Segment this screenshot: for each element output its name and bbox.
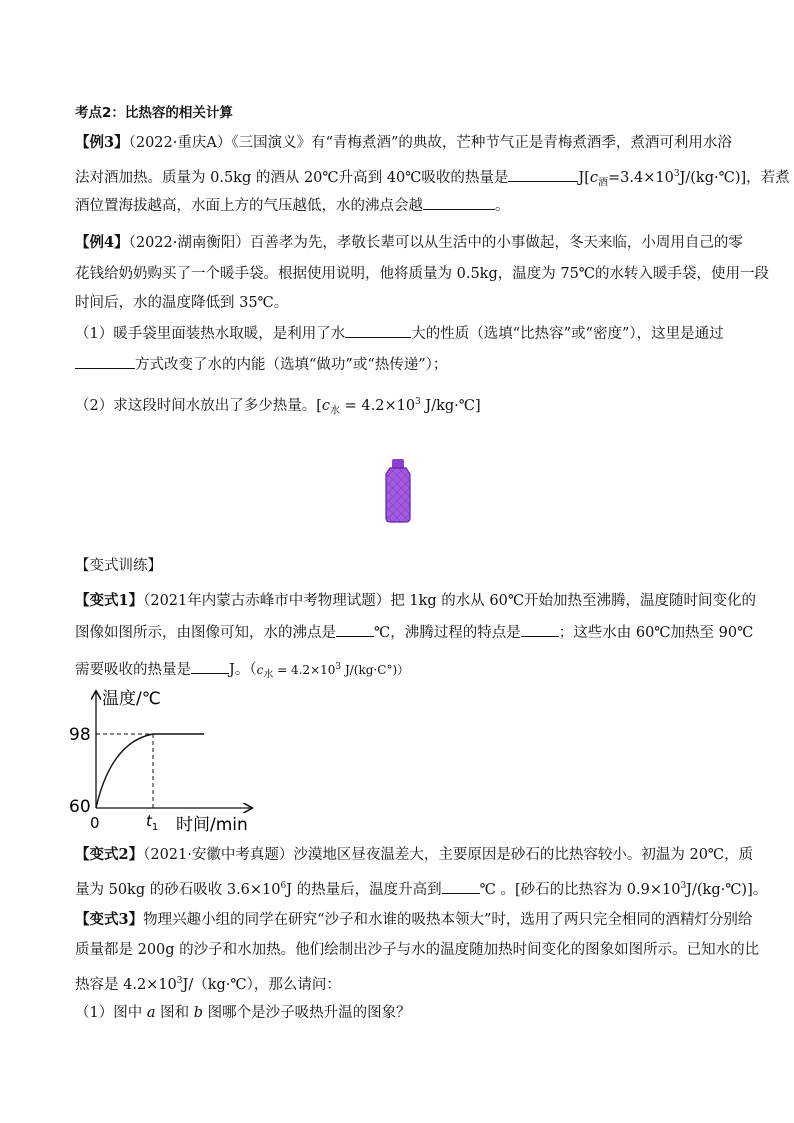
v1-text-2a: 图像如图所示，由图像可知，水的沸点是 (75, 625, 336, 641)
v2-text-2b: J 的热量后，温度升高到 (286, 881, 442, 898)
v3-q1-b: b (193, 1005, 204, 1021)
v3-q1-text-c: 图哪个是沙子吸热升温的图象？ (203, 1005, 411, 1021)
v1-line-2 (75, 622, 753, 643)
v3-line-2: 质量都是 200g 的沙子和水加热。他们绘制出沙子与水的温度随加热时间变化的图象如图所示。已知水的比 (75, 942, 760, 958)
ex4-blank-2[interactable] (75, 354, 135, 369)
v2-line-1 (75, 845, 753, 865)
ex3-exp: 3 (673, 169, 680, 179)
heating-curve (96, 734, 153, 808)
v1-text-3d: J/(kg·C°)） (341, 663, 410, 677)
v2-label: 【变式2】 (75, 846, 144, 863)
v1-source: （2021年内蒙古赤峰市中考物理试题） (143, 593, 391, 609)
ex3-text-1: 《三国演义》有“青梅煮酒”的典故，芒种节气正是青梅煮酒季，煮酒可利用水浴 (231, 135, 732, 151)
origin-label: 0 (90, 814, 100, 832)
ex4-line-3: 时间后，水的温度降低到 35℃。 (75, 295, 289, 311)
y-tick-60: 60 (69, 797, 91, 817)
ex4-q2-text-b: = 4.2×10 (340, 397, 416, 414)
ex4-q2-line (75, 392, 481, 422)
v2-line-2 (75, 876, 767, 900)
v1-label: 【变式1】 (75, 592, 144, 609)
ex3-label: 【例3】 (75, 134, 129, 151)
v2-blank[interactable] (442, 879, 480, 894)
ex3-c-sub: 酒 (598, 177, 609, 189)
temperature-time-graph (66, 684, 286, 834)
ex4-c-sub: 水 (330, 405, 341, 417)
ex4-line-2: 花钱给奶奶购买了一个暖手袋。根据使用说明，他将质量为 0.5kg，温度为 75℃的水转入暖手袋，使用一段 (75, 266, 770, 282)
ex3-text-2d: J/(kg·℃)]，若煮 (679, 169, 790, 186)
ex4-q2-exp: 3 (415, 397, 421, 407)
v2-source: （2021·安徽中考真题） (143, 847, 294, 863)
ex4-q2-text-c: J/kg·℃] (420, 397, 481, 414)
v1-text-3a: 需要吸收的热量是 (75, 662, 191, 678)
ex4-text-1: 百善孝为先，孝敬长辈可以从生活中的小事做起，冬天来临，小周用自己的零 (249, 235, 743, 251)
v3-text-1: 物理兴趣小组的同学在研究“沙子和水谁的吸热本领大”时，选用了两只完全相同的酒精灯分别给 (143, 912, 753, 928)
ex3-text-3a: 酒位置海拔越高，水面上方的气压越低，水的沸点会越 (75, 198, 423, 214)
v1-text-2b: ℃，沸腾过程的特点是 (374, 625, 521, 641)
v1-blank-1[interactable] (336, 622, 374, 637)
ex4-c-var: c (321, 397, 331, 414)
ex3-text-2b: J[ (578, 169, 590, 186)
ex4-source: （2022·湖南衡阳） (128, 235, 250, 251)
ex4-q1-line-1 (75, 323, 724, 344)
v1-c-var: c (256, 663, 264, 677)
v3-label: 【变式3】 (75, 911, 144, 928)
v1-c-sub: 水 (263, 669, 274, 681)
ex3-line-2 (75, 164, 790, 194)
bag-body (386, 468, 410, 522)
v3-line-1 (75, 910, 752, 930)
v3-text-3b: J/（kg·℃），那么请问： (182, 976, 341, 993)
y-axis-label: 温度/℃ (102, 689, 161, 709)
ex4-q1-text-b: 大的性质（选填“比热容”或“密度”），这里是通过 (411, 326, 724, 342)
v3-q1-a: a (146, 1005, 156, 1021)
v1-line-3 (75, 657, 409, 685)
v3-q1-text-a: （1）图中 (75, 1005, 147, 1021)
v3-q1-text-b: 图和 (155, 1005, 194, 1021)
v1-blank-2[interactable] (521, 622, 559, 637)
v2-text-2a: 量为 50kg 的砂石吸收 3.6×10 (75, 881, 281, 898)
v3-text-3a: 热容是 4.2×10 (75, 976, 177, 993)
ex3-source: （2022·重庆A） (128, 135, 232, 151)
ex4-line-1 (75, 233, 743, 253)
ex3-line-3 (75, 195, 510, 216)
ex3-blank-1[interactable] (508, 167, 578, 182)
ex4-q1-text-a: （1）暖手袋里面装热水取暖，是利用了水 (75, 326, 346, 342)
v2-text-2d: J/(kg·℃)]。 (686, 881, 768, 898)
ex3-text-2a: 法对酒加热。质量为 0.5kg 的酒从 20℃升高到 40℃吸收的热量是 (75, 169, 509, 186)
ex4-q1-line-2 (75, 354, 447, 375)
v1-text-3c: = 4.2×10 (273, 663, 336, 677)
v1-text-1: 把 1kg 的水从 60℃开始加热至沸腾，温度随时间变化的 (390, 593, 757, 609)
t1-label: $t_1$ (146, 812, 159, 833)
ex4-blank-1[interactable] (345, 323, 411, 338)
v1-text-2c: ；这些水由 60℃加热至 90℃ (558, 625, 754, 641)
ex3-line-1 (75, 133, 732, 153)
v2-exp-1: 6 (280, 881, 287, 891)
variant-header: 【变式训练】 (75, 558, 162, 574)
ex3-blank-2[interactable] (423, 195, 495, 210)
v1-exp: 3 (335, 662, 342, 672)
v2-text-2c: ℃ 。[砂石的比热容为 0.9×10 (479, 881, 681, 898)
y-tick-98: 98 (69, 725, 91, 745)
v2-text-1: 沙漠地区昼夜温差大，主要原因是砂石的比热容较小。初温为 20℃，质 (293, 847, 754, 863)
ex3-text-2c: =3.4×10 (608, 169, 674, 186)
ex3-text-3b: 。 (495, 198, 510, 214)
v3-q1-line (75, 1003, 411, 1023)
v1-line-1 (75, 591, 756, 611)
v1-text-3b: J。（ (229, 662, 257, 678)
ex3-c-var: c (589, 169, 599, 186)
ex4-label: 【例4】 (75, 234, 129, 251)
v1-blank-3[interactable] (191, 659, 229, 674)
ex4-q1-text-c: 方式改变了水的内能（选填“做功”或“热传递”）； (135, 357, 448, 373)
hot-water-bag-image (380, 458, 416, 524)
v3-exp: 3 (176, 976, 183, 986)
v2-exp-2: 3 (680, 881, 687, 891)
ex4-q2-text-a: （2）求这段时间水放出了多少热量。[ (75, 397, 322, 414)
x-axis-label: 时间/min (176, 815, 248, 834)
v3-line-3 (75, 971, 341, 995)
section-title: 考点2：比热容的相关计算 (75, 105, 233, 121)
